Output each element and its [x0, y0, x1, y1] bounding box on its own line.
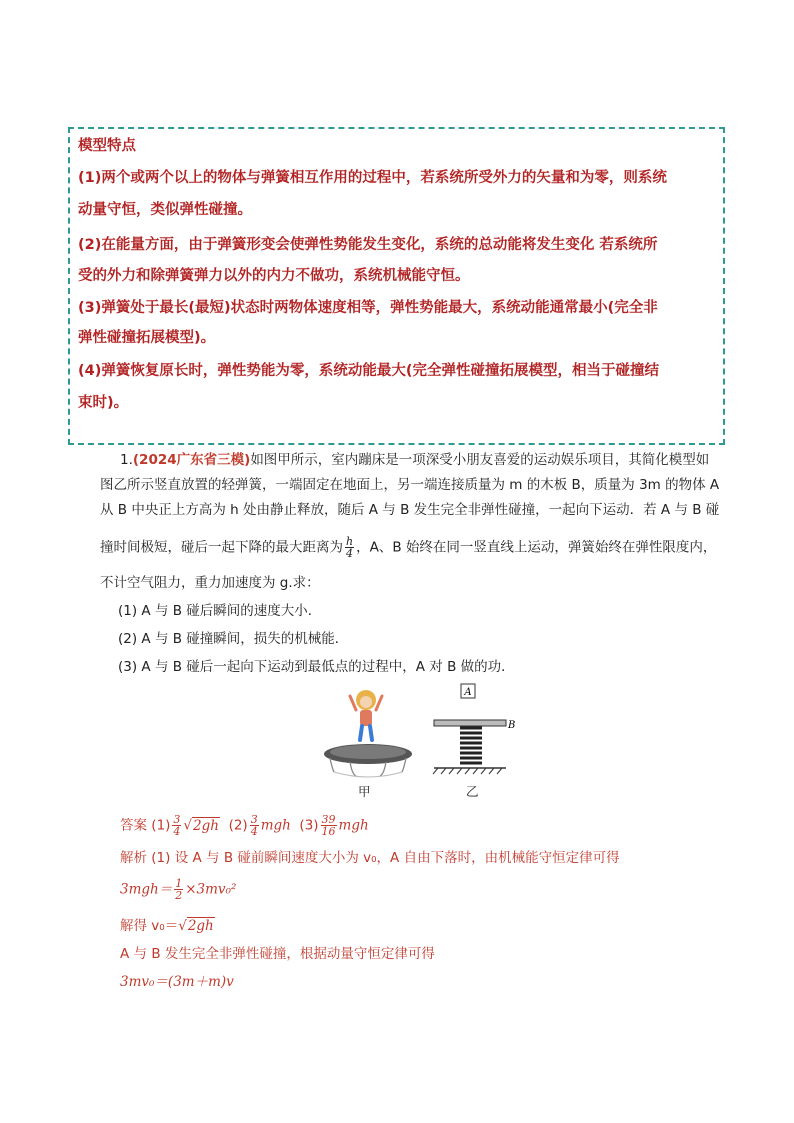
box-line-3: (2)在能量方面，由于弹簧形变会使弹性势能发生变化，系统的总动能将发生变化 若系统所 — [78, 237, 658, 253]
eq1-right: ×3mv₀² — [185, 881, 237, 898]
question-line-1 — [120, 450, 709, 470]
question-line-5: 不计空气阻力，重力加速度为 g.求： — [100, 575, 320, 591]
caption-right: 乙 — [466, 784, 479, 799]
answer-line — [120, 814, 369, 837]
answer-1-radicand: 2gh — [193, 817, 219, 834]
sub-question-3: (3) A 与 B 碰后一起向下运动到最低点的过程中，A 对 B 做的功． — [118, 659, 515, 675]
answer-2-num: 3 — [250, 813, 258, 826]
box-line-5: (3)弹簧处于最长(最短)状态时两物体速度相等，弹性势能最大，系统动能通常最小(完全非 — [78, 300, 658, 316]
eq1-fraction — [174, 878, 183, 901]
answer-1-sqrt: √2gh — [183, 817, 219, 834]
solution-line-4: A 与 B 发生完全非弹性碰撞，根据动量守恒定律可得 — [120, 946, 435, 962]
question-line-3: 从 B 中央正上方高为 h 处由静止释放，随后 A 与 B 发生完全非弹性碰撞，一起向下运动．若 A 与 B 碰 — [100, 502, 720, 518]
model-features-box — [68, 127, 725, 445]
solution-line-1: 解析 (1) 设 A 与 B 碰前瞬间速度大小为 v₀，A 自由下落时，由机械能守恒定律可得 — [120, 850, 620, 866]
box-line-7: (4)弹簧恢复原长时，弹性势能为零，系统动能最大(完全弹性碰撞拓展模型，相当于碰撞结 — [78, 363, 659, 379]
question-number: 1. — [120, 452, 133, 468]
label-a: A — [464, 687, 472, 698]
answer-part-1: (1) — [151, 817, 171, 834]
answer-2-den: 4 — [250, 825, 258, 838]
box-line-1: (1)两个或两个以上的物体与弹簧相互作用的过程中，若系统所受外力的矢量和为零，则系统 — [78, 170, 667, 186]
frac-den: 4 — [346, 547, 354, 560]
solve-sqrt: √2gh — [178, 918, 214, 934]
caption-left: 甲 — [358, 784, 371, 799]
eq1-num: 1 — [175, 877, 183, 890]
box-line-2: 动量守恒，类似弹性碰撞。 — [78, 202, 252, 218]
answer-3-fraction — [321, 814, 337, 837]
frac-num: h — [346, 535, 354, 548]
answer-1-num: 3 — [173, 813, 181, 826]
sub-question-1: (1) A 与 B 碰后瞬间的速度大小． — [118, 603, 322, 619]
question-source: (2024广东省三模) — [132, 452, 251, 468]
answer-2-tail: mgh — [260, 817, 291, 834]
box-line-8: 束时)。 — [78, 395, 129, 411]
answer-1-den: 4 — [173, 825, 181, 838]
box-line-4: 受的外力和除弹簧弹力以外的内力不做功，系统机械能守恒。 — [78, 268, 470, 284]
box-title: 模型特点 — [78, 138, 136, 154]
answer-label: 答案 — [120, 817, 147, 834]
trampoline-figure — [320, 682, 530, 792]
solution-line-3 — [120, 916, 215, 936]
question-text-4b: ，A、B 始终在同一竖直线上运动，弹簧始终在弹性限度内， — [356, 539, 717, 556]
question-text-4a: 撞时间极短，碰后一起下降的最大距离为 — [100, 539, 343, 556]
answer-3-den: 16 — [321, 825, 336, 838]
question-text-1: 如图甲所示，室内蹦床是一项深受小朋友喜爱的运动娱乐项目，其简化模型如 — [250, 452, 710, 468]
sub-question-2: (2) A 与 B 碰撞瞬间，损失的机械能． — [118, 631, 349, 647]
answer-2-fraction — [250, 814, 259, 837]
solution-eq-1 — [120, 878, 236, 901]
eq1-den: 2 — [175, 889, 183, 902]
question-line-2: 图乙所示竖直放置的轻弹簧，一端固定在地面上，另一端连接质量为 m 的木板 B，质量为 3m 的物体 A — [100, 477, 720, 493]
eq1-left: 3mgh＝ — [120, 881, 173, 898]
box-line-6: 弹性碰撞拓展模型)。 — [78, 330, 216, 346]
question-line-4 — [100, 536, 716, 559]
answer-part-3: (3) — [299, 817, 319, 834]
h-over-4-fraction — [345, 536, 354, 559]
answer-3-tail: mgh — [338, 817, 369, 834]
answer-1-fraction — [172, 814, 181, 837]
solve-radicand: 2gh — [187, 918, 214, 934]
solution-line-5: 3mv₀＝(3m＋m)v — [120, 974, 234, 990]
label-b: B — [508, 720, 516, 731]
answer-3-num: 39 — [321, 813, 336, 826]
answer-part-2: (2) — [228, 817, 248, 834]
trampoline-illustration — [324, 690, 412, 777]
solve-text: 解得 v₀＝ — [120, 918, 179, 934]
